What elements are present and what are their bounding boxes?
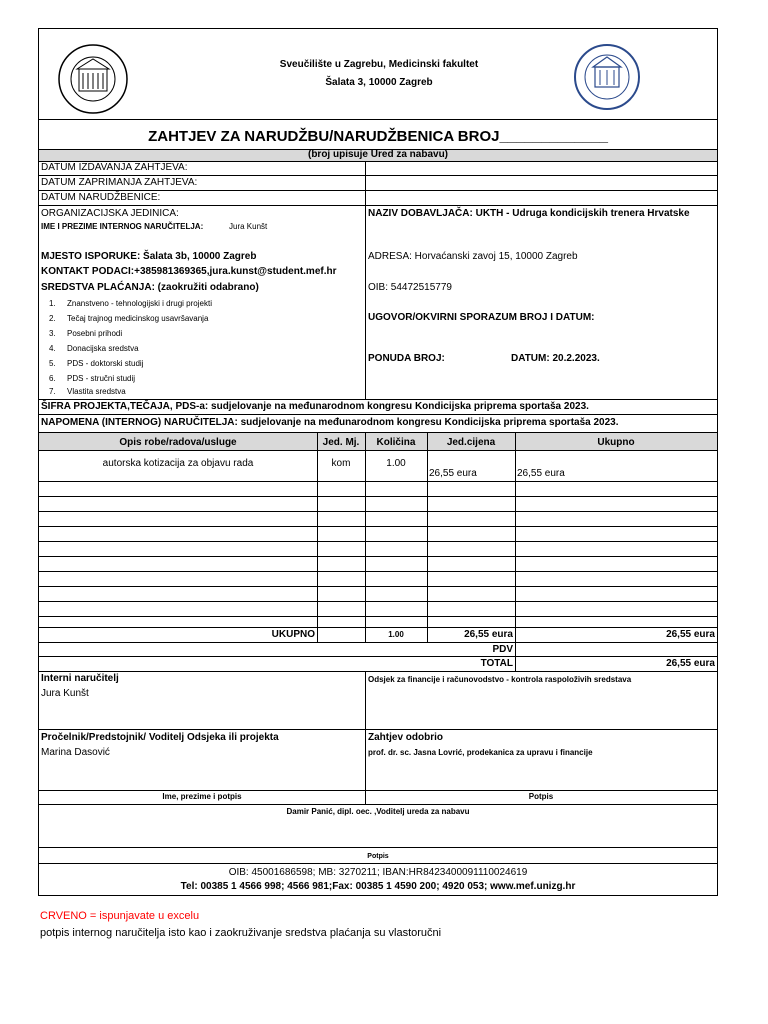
name-sign-caption: Ime, prezime i potpis xyxy=(162,792,242,801)
internal-requester-label: Interni naručitelj xyxy=(41,673,119,684)
row-total: 26,55 eura xyxy=(517,468,565,479)
funding-option[interactable]: Posebni prihodi xyxy=(67,329,123,338)
ukupno-label: UKUPNO xyxy=(271,629,315,640)
offer-date: DATUM: 20.2.2023. xyxy=(511,353,600,364)
university-seal xyxy=(573,43,641,111)
row-description: autorska kotizacija za objavu rada xyxy=(102,458,254,469)
project-code: ŠIFRA PROJEKTA,TEČAJA, PDS-a: sudjelovanje na međunarodnom kongresu Kondicijska priprema sportaša 2023. xyxy=(41,401,589,412)
total-label: TOTAL xyxy=(480,658,513,669)
finance-dept-label: Odsjek za financije i računovodstvo - kontrola raspoloživih sredstava xyxy=(368,675,632,684)
pdv-label: PDV xyxy=(492,644,513,655)
date-order-label: DATUM NARUDŽBENICE: xyxy=(41,192,161,203)
col-header-unit: Jed. Mj. xyxy=(322,437,360,448)
funding-label: SREDSTVA PLAĆANJA: (zaokružiti odabrano) xyxy=(41,282,259,293)
footer-contact: Tel: 00385 1 4566 998; 4566 981;Fax: 00385 1 4590 200; 4920 053; www.mef.unizg.hr xyxy=(180,881,576,892)
row-unit-price: 26,55 eura xyxy=(429,468,477,479)
form-title: ZAHTJEV ZA NARUDŽBU/NARUDŽBENICA BROJ_____________ xyxy=(148,128,608,145)
head-name: Marina Dasović xyxy=(41,747,110,758)
approved-label: Zahtjev odobrio xyxy=(368,732,443,743)
ukupno-total: 26,55 eura xyxy=(666,629,715,640)
internal-note: NAPOMENA (INTERNOG) NARUČITELJA: sudjelovanje na međunarodnom kongresu Kondicijska priprema sportaša 2023. xyxy=(41,417,619,428)
contact-info: KONTAKT PODACI:+385981369365,jura.kunst@student.mef.hr xyxy=(41,266,337,277)
col-header-total: Ukupno xyxy=(597,437,635,448)
red-note: CRVENO = ispunjavate u excelu xyxy=(40,910,200,922)
ukupno-quantity: 1.00 xyxy=(388,630,404,639)
order-form: Sveučilište u Zagrebu, Medicinski fakultet Šalata 3, 10000 Zagreb ZAHTJEV ZA NARUDŽBU/NARUDŽBENICA BROJ_____________ (broj upisuje Ured za nabavu) DATUM IZDAVANJA ZAHTJEVA: DATUM ZAPRIMANJA ZAHTJEVA: DATUM NARUDŽBENICE: ORGANIZACIJSKA JEDINICA: IME I PREZIME INTERNOG NARUČITELJA: Jura Kunšt MJESTO ISPORUKE: Šalata 3b, 10000 Zagreb KONTAKT PODACI:+385981369365,jura.kunst@student.mef.hr SREDSTVA PLAĆANJA: (zaokružiti odabrano) 1. Znanstveno - tehnologijski i drugi projekti 2. Tečaj trajnog medicinskog usavršavanja 3. Posebni prihodi 4. Donacijska sredstva 5. PDS - doktorski studij 6. PDS - stručni studij 7. Vlastita sredstva NAZIV DOBAVLJAČA: UKTH - Udruga kondicijskih trenera Hrvatske ADRESA: Horvaćanski zavoj 15, 10000 Zagreb OIB: 54472515779 UGOVOR/OKVIRNI SPORAZUM BROJ I DATUM: PONUDA BROJ: DATUM: 20.2.2023. ŠIFRA PROJEKTA,TEČAJA, PDS-a: sudjelovanje na međunarodnom kongresu Kondicijska priprema sportaša 2023. NAPOMENA (INTERNOG) NARUČITELJA: sudjelovanje na međunarodnom kongresu Kondicijska priprema sportaša 2023. Opis robe/radova/usluge Jed. Mj. Količina Jed.cijena Ukupno autorska kotizacija za objavu rada kom 1.00 26,55 eura 26,55 eura UKUPNO 1.00 26,55 eura 26,55 eura PDV TOTAL 26,55 eura Interni naručitelj Jura Kunšt Odsjek za financije i računovodstvo - kontrola raspoloživih sredstava Pročelnik/Predstojnik/ Voditelj Odsjeka ili projekta Marina Dasović Zahtjev odobrio prof. dr. sc. Jasna Lovrić, prodekanica za upravu i financije Ime, prezime i potpis Potpis Damir Panić, dipl. oec. ,Voditelj ureda za nabavu Potpis OIB: 45001686598; MB: 3270211; IBAN:HR8423400091110024619 Tel: 00385 1 4566 998; 4566 981;Fax: 00385 1 4590 200; 4920 053; www.mef.unizg.hr xyxy=(38,28,718,896)
org-unit-label: ORGANIZACIJSKA JEDINICA: xyxy=(41,208,179,219)
date-received-label: DATUM ZAPRIMANJA ZAHTJEVA: xyxy=(41,177,198,188)
form-subtitle: (broj upisuje Ured za nabavu) xyxy=(307,149,449,160)
institution-address: Šalata 3, 10000 Zagreb xyxy=(325,77,433,88)
supplier-oib: OIB: 54472515779 xyxy=(368,282,452,293)
sign-caption: Potpis xyxy=(528,792,554,801)
col-header-description: Opis robe/radova/usluge xyxy=(119,437,237,448)
approved-name: prof. dr. sc. Jasna Lovrić, prodekanica za upravu i financije xyxy=(368,748,593,757)
footer-ids: OIB: 45001686598; MB: 3270211; IBAN:HR8423400091110024619 xyxy=(228,867,528,878)
funding-option[interactable]: Znanstveno - tehnologijski i drugi projekti xyxy=(67,299,212,308)
funding-option[interactable]: Donacijska sredstva xyxy=(67,344,139,353)
row-unit: kom xyxy=(331,458,351,469)
total-value: 26,55 eura xyxy=(666,658,715,669)
funding-option[interactable]: Vlastita sredstva xyxy=(67,387,126,396)
ukupno-unit-price: 26,55 eura xyxy=(464,629,513,640)
funding-option[interactable]: PDS - doktorski studij xyxy=(67,359,144,368)
procurement-sign-caption: Potpis xyxy=(367,853,389,860)
internal-requester-name: Jura Kunšt xyxy=(41,688,89,699)
contract-label: UGOVOR/OKVIRNI SPORAZUM BROJ I DATUM: xyxy=(368,312,595,323)
requester-label: IME I PREZIME INTERNOG NARUČITELJA: xyxy=(41,222,204,231)
supplier-name: NAZIV DOBAVLJAČA: UKTH - Udruga kondicijskih trenera Hrvatske xyxy=(368,208,690,219)
procurement-head: Damir Panić, dipl. oec. ,Voditelj ureda za nabavu xyxy=(286,807,470,816)
row-quantity: 1.00 xyxy=(386,458,406,469)
medical-faculty-logo xyxy=(57,43,129,115)
funding-option[interactable]: Tečaj trajnog medicinskog usavršavanja xyxy=(67,314,209,323)
signature-note: potpis internog naručitelja isto kao i zaokruživanje sredstva plaćanja su vlastoručni xyxy=(40,927,442,939)
requester-name: Jura Kunšt xyxy=(229,222,268,231)
head-label: Pročelnik/Predstojnik/ Voditelj Odsjeka ili projekta xyxy=(41,732,279,743)
delivery-place: MJESTO ISPORUKE: Šalata 3b, 10000 Zagreb xyxy=(41,251,257,262)
supplier-address: ADRESA: Horvaćanski zavoj 15, 10000 Zagreb xyxy=(368,251,578,262)
col-header-unit-price: Jed.cijena xyxy=(446,437,496,448)
date-issued-label: DATUM IZDAVANJA ZAHTJEVA: xyxy=(41,162,188,173)
col-header-quantity: Količina xyxy=(376,437,416,448)
offer-label: PONUDA BROJ: xyxy=(368,353,445,364)
funding-option[interactable]: PDS - stručni studij xyxy=(67,374,136,383)
institution-name: Sveučilište u Zagrebu, Medicinski fakultet xyxy=(279,59,479,70)
